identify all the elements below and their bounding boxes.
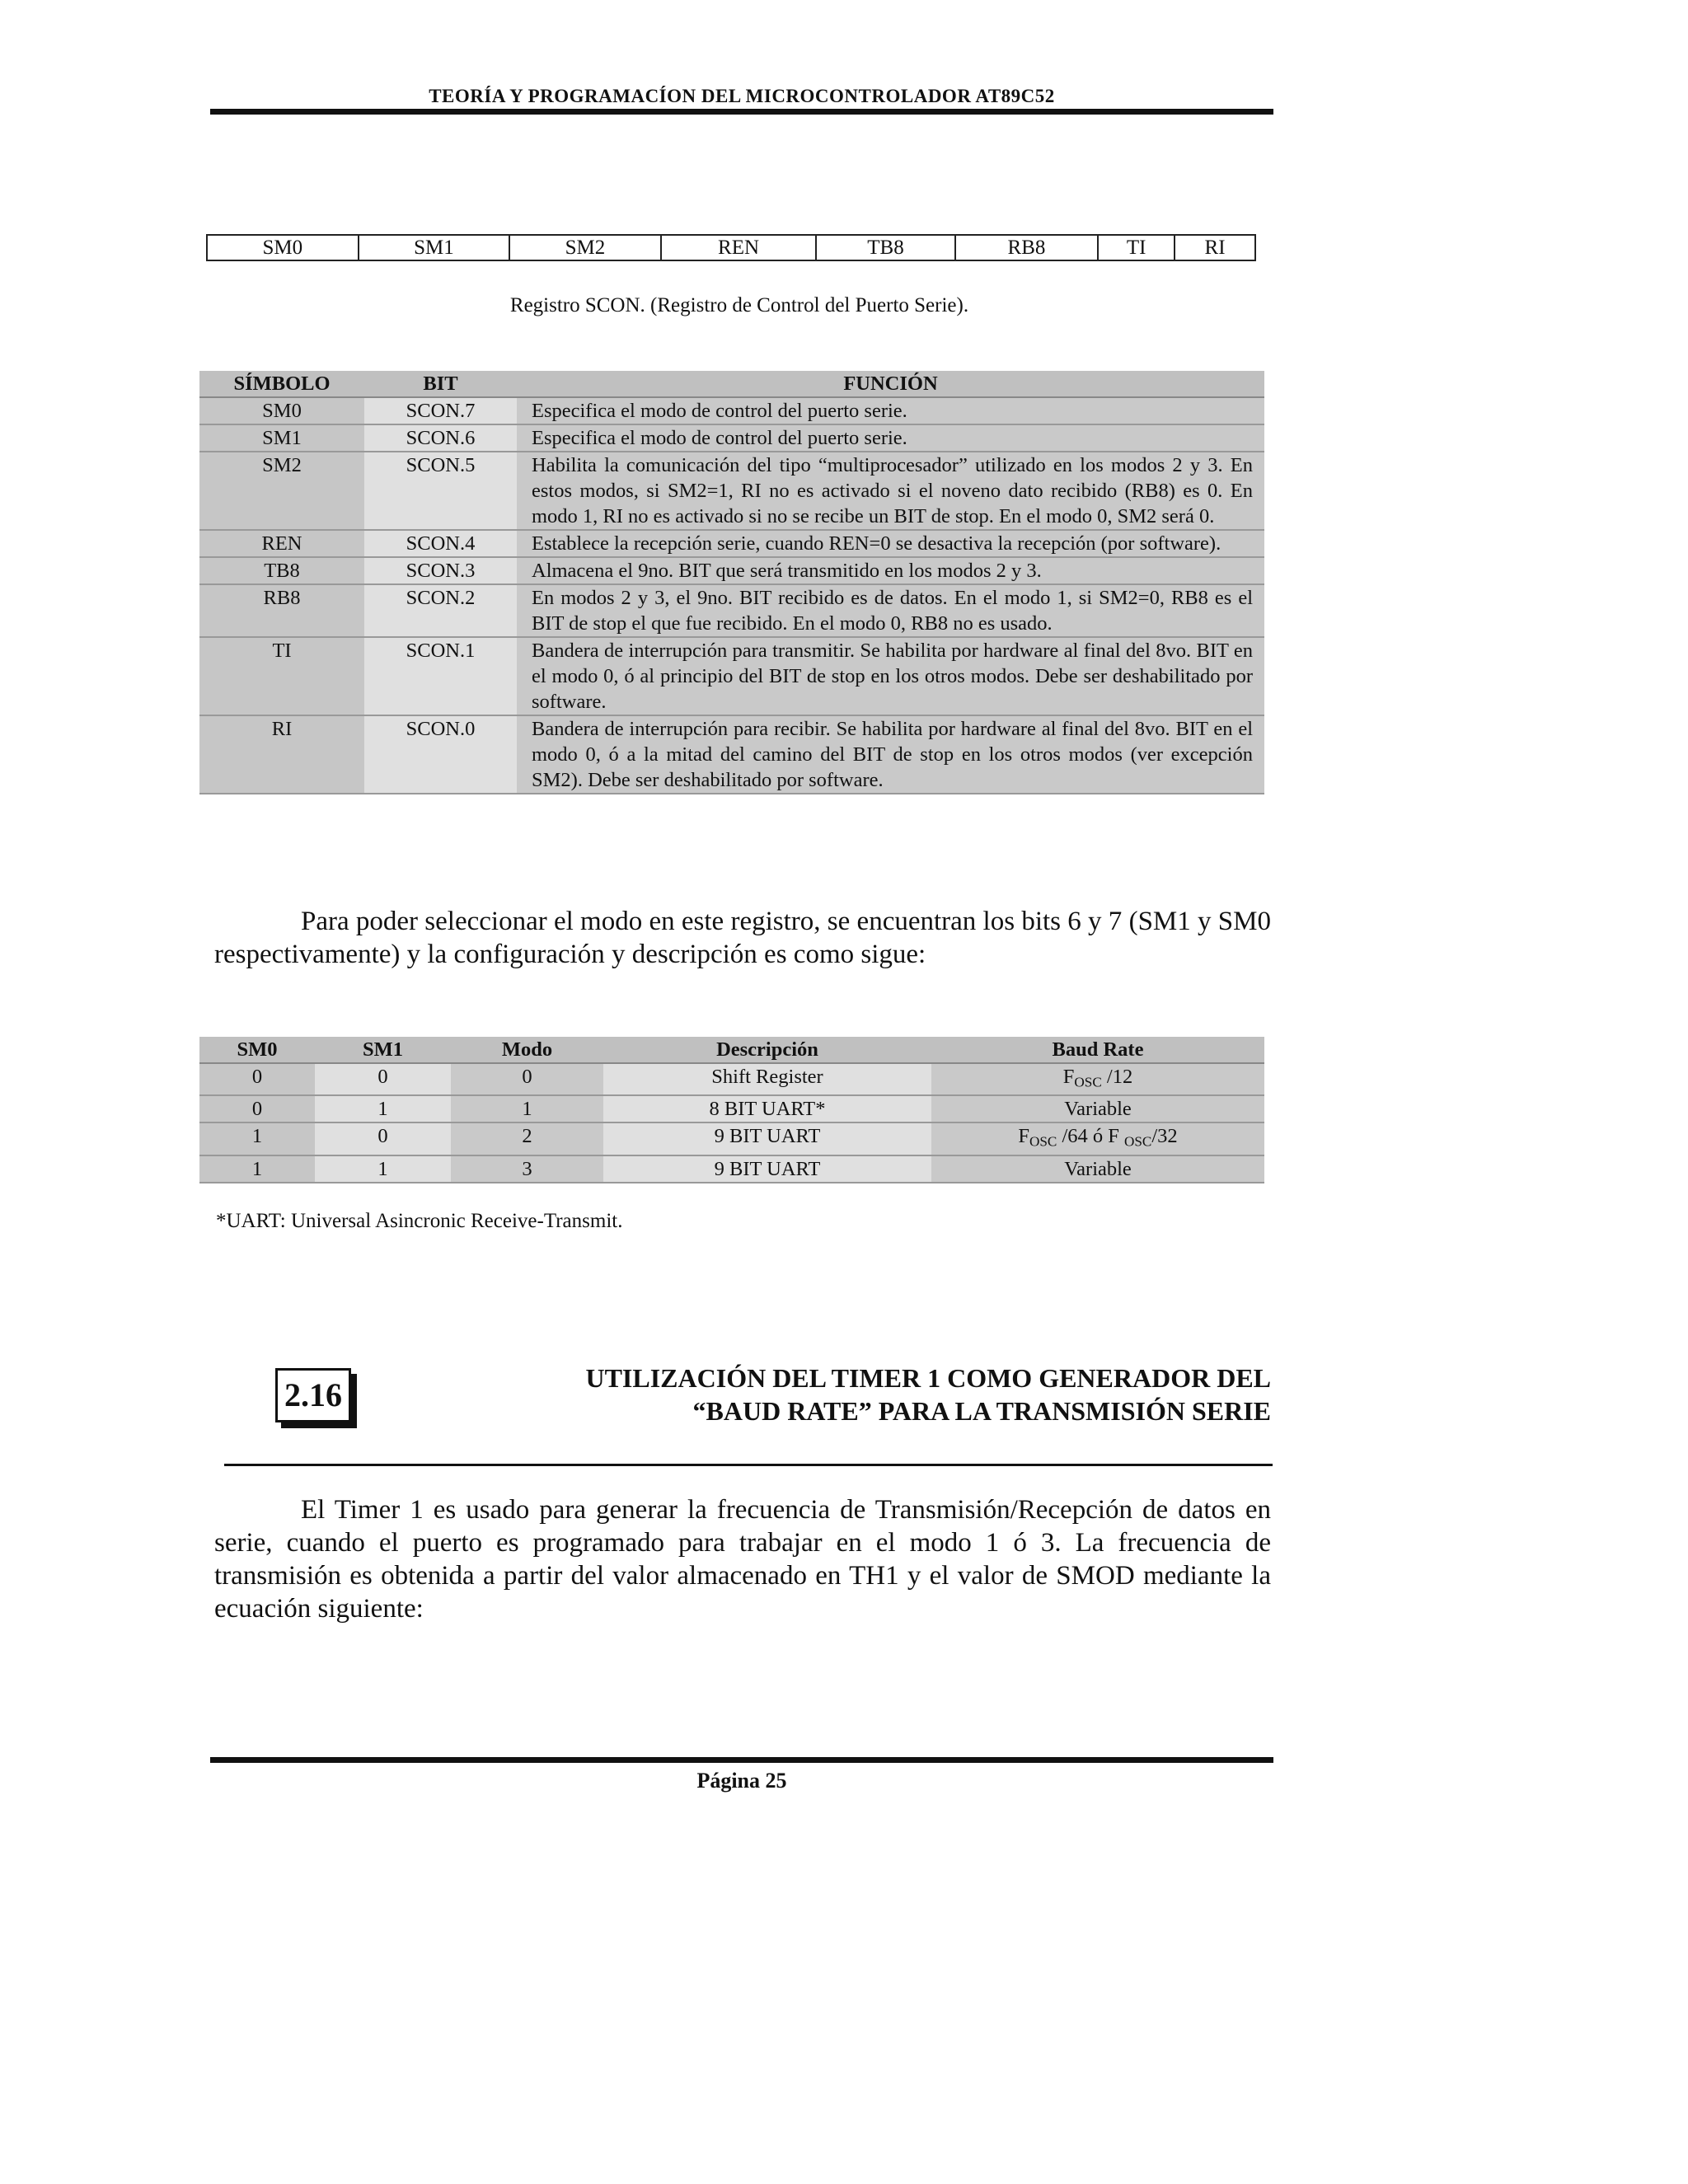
table-cell-function: En modos 2 y 3, el 9no. BIT recibido es de datos. En el modo 1, si SM2=0, RB8 es el BIT de stop el que fue recibido. En el modo 0, RB8 no es usado. [517,585,1264,638]
table-cell-desc: 9 BIT UART [603,1156,931,1183]
table-cell-baud-rate [931,1123,1264,1155]
table-cell-function: Habilita la comunicación del tipo “multiprocesador” utilizado en los modos 2 y 3. En estos modos, si SM2=1, RI no es activado si el noveno dato recibido (RB8) es 0. En modo 1, RI no es activado si no se recibe un BIT de stop. En el modo 0, SM2 será 0. [517,452,1264,531]
baud-text: Variable [1064,1157,1132,1180]
table-cell-function: Especifica el modo de control del puerto serie. [517,398,1264,425]
baud-text: Variable [1064,1098,1132,1121]
table-cell-sm1: 0 [315,1123,451,1155]
baud-text: /64 ó F [1057,1125,1124,1148]
table-row [199,425,1264,452]
table-cell-symbol: RI [199,716,364,794]
table-cell-sm0: 1 [199,1156,315,1183]
column-header: FUNCIÓN [517,371,1264,398]
table-row [199,716,1264,794]
table-cell-bit: SCON.5 [364,452,517,531]
column-header: Modo [451,1037,603,1064]
register-bit: RB8 [955,235,1099,260]
table-row [199,1156,1264,1183]
table-cell-sm1: 0 [315,1064,451,1096]
table-cell-function: Establece la recepción serie, cuando REN=0 se desactiva la recepción (por software). [517,531,1264,558]
table-cell-symbol: SM2 [199,452,364,531]
table-cell-symbol: SM1 [199,425,364,452]
table-row [199,638,1264,716]
paragraph-timer1: El Timer 1 es usado para generar la frecuencia de Transmisión/Recepción de datos en serie, cuando el puerto es programado para trabajar en el modo 1 ó 3. La frecuencia de transmisión es obtenida a partir del valor almacenado en TH1 y el valor de SMOD mediante la ecuación siguiente: [214,1495,1271,1624]
table-cell-bit: SCON.4 [364,531,517,558]
table-cell-sm1: 1 [315,1096,451,1123]
table-row [199,1123,1264,1155]
table-cell-function: Bandera de interrupción para transmitir. Se habilita por hardware al final del 8vo. BIT en el modo 0, ó al principio del BIT de stop en los otros modos. Debe ser deshabilitado por software. [517,638,1264,716]
register-bit: RI [1175,235,1255,260]
table-cell-bit: SCON.1 [364,638,517,716]
table-cell-function: Bandera de interrupción para recibir. Se habilita por hardware al final del 8vo. BIT en el modo 0, ó a la mitad del camino del BIT de stop en los otros modos (ver excepción SM2). Debe ser deshabilitado por software. [517,716,1264,794]
table-cell-baud-rate [931,1156,1264,1183]
column-header: SM0 [199,1037,315,1064]
table-cell-symbol: TB8 [199,558,364,585]
baud-text: /12 [1101,1066,1133,1088]
table-cell-baud-rate [931,1096,1264,1123]
table-cell-function: Especifica el modo de control del puerto serie. [517,425,1264,452]
table-row [199,398,1264,425]
section-number-box: 2.16 [275,1368,351,1422]
table-cell-function: Almacena el 9no. BIT que será transmitido en los modos 2 y 3. [517,558,1264,585]
footer-rule [210,1757,1273,1763]
register-bit: SM2 [509,235,661,260]
register-bit: SM1 [359,235,510,260]
table-cell-symbol: TI [199,638,364,716]
page-number: Página 25 [696,1769,787,1793]
register-bit: REN [661,235,817,260]
table-cell-desc: 8 BIT UART* [603,1096,931,1123]
table-cell-symbol: SM0 [199,398,364,425]
baud-text: /32 [1151,1125,1178,1148]
function-table [199,371,1264,794]
table-cell-mode: 2 [451,1123,603,1155]
running-header: TEORÍA Y PROGRAMACÍON DEL MICROCONTROLADOR AT89C52 [429,86,1055,106]
table-row [199,452,1264,531]
column-header: SÍMBOLO [199,371,364,398]
table-cell-sm0: 0 [199,1064,315,1096]
scon-register-table [206,234,1256,261]
baud-text: F [1062,1066,1075,1088]
table-cell-bit: SCON.2 [364,585,517,638]
table-cell-baud-rate [931,1064,1264,1096]
table-cell-bit: SCON.0 [364,716,517,794]
paragraph-mode-selection: Para poder seleccionar el modo en este registro, se encuentran los bits 6 y 7 (SM1 y SM0 respectivamente) y la configuración y descripción es como sigue: [214,907,1271,969]
header-rule [210,109,1273,115]
table-cell-sm0: 1 [199,1123,315,1155]
table-cell-sm0: 0 [199,1096,315,1123]
table-cell-desc: Shift Register [603,1064,931,1096]
table-cell-symbol: REN [199,531,364,558]
register-bit: SM0 [207,235,359,260]
table-row [199,531,1264,558]
table-cell-bit: SCON.6 [364,425,517,452]
section-title [495,1361,1271,1427]
baud-subscript: OSC [1029,1133,1057,1150]
register-bit: TB8 [816,235,954,260]
section-title-line: “BAUD RATE” PARA LA TRANSMISIÓN SERIE [692,1396,1271,1426]
table-cell-mode: 1 [451,1096,603,1123]
table-cell-bit: SCON.3 [364,558,517,585]
table-cell-mode: 3 [451,1156,603,1183]
mode-table [199,1037,1264,1183]
section-rule [224,1464,1273,1466]
column-header: BIT [364,371,517,398]
register-caption: Registro SCON. (Registro de Control del Puerto Serie). [509,294,969,316]
footnote: *UART: Universal Asincronic Receive-Transmit. [216,1210,623,1232]
table-cell-desc: 9 BIT UART [603,1123,931,1155]
section-title-line: UTILIZACIÓN DEL TIMER 1 COMO GENERADOR DEL [585,1363,1271,1393]
column-header: SM1 [315,1037,451,1064]
baud-subscript: OSC [1074,1074,1102,1090]
table-cell-symbol: RB8 [199,585,364,638]
table-row [199,585,1264,638]
table-row [199,1064,1264,1096]
table-row [199,558,1264,585]
baud-text: F [1018,1125,1029,1148]
table-row [199,1096,1264,1123]
table-cell-mode: 0 [451,1064,603,1096]
column-header: Baud Rate [931,1037,1264,1064]
table-cell-sm1: 1 [315,1156,451,1183]
baud-subscript: OSC [1124,1133,1152,1150]
column-header: Descripción [603,1037,931,1064]
table-cell-bit: SCON.7 [364,398,517,425]
register-bit: TI [1098,235,1175,260]
